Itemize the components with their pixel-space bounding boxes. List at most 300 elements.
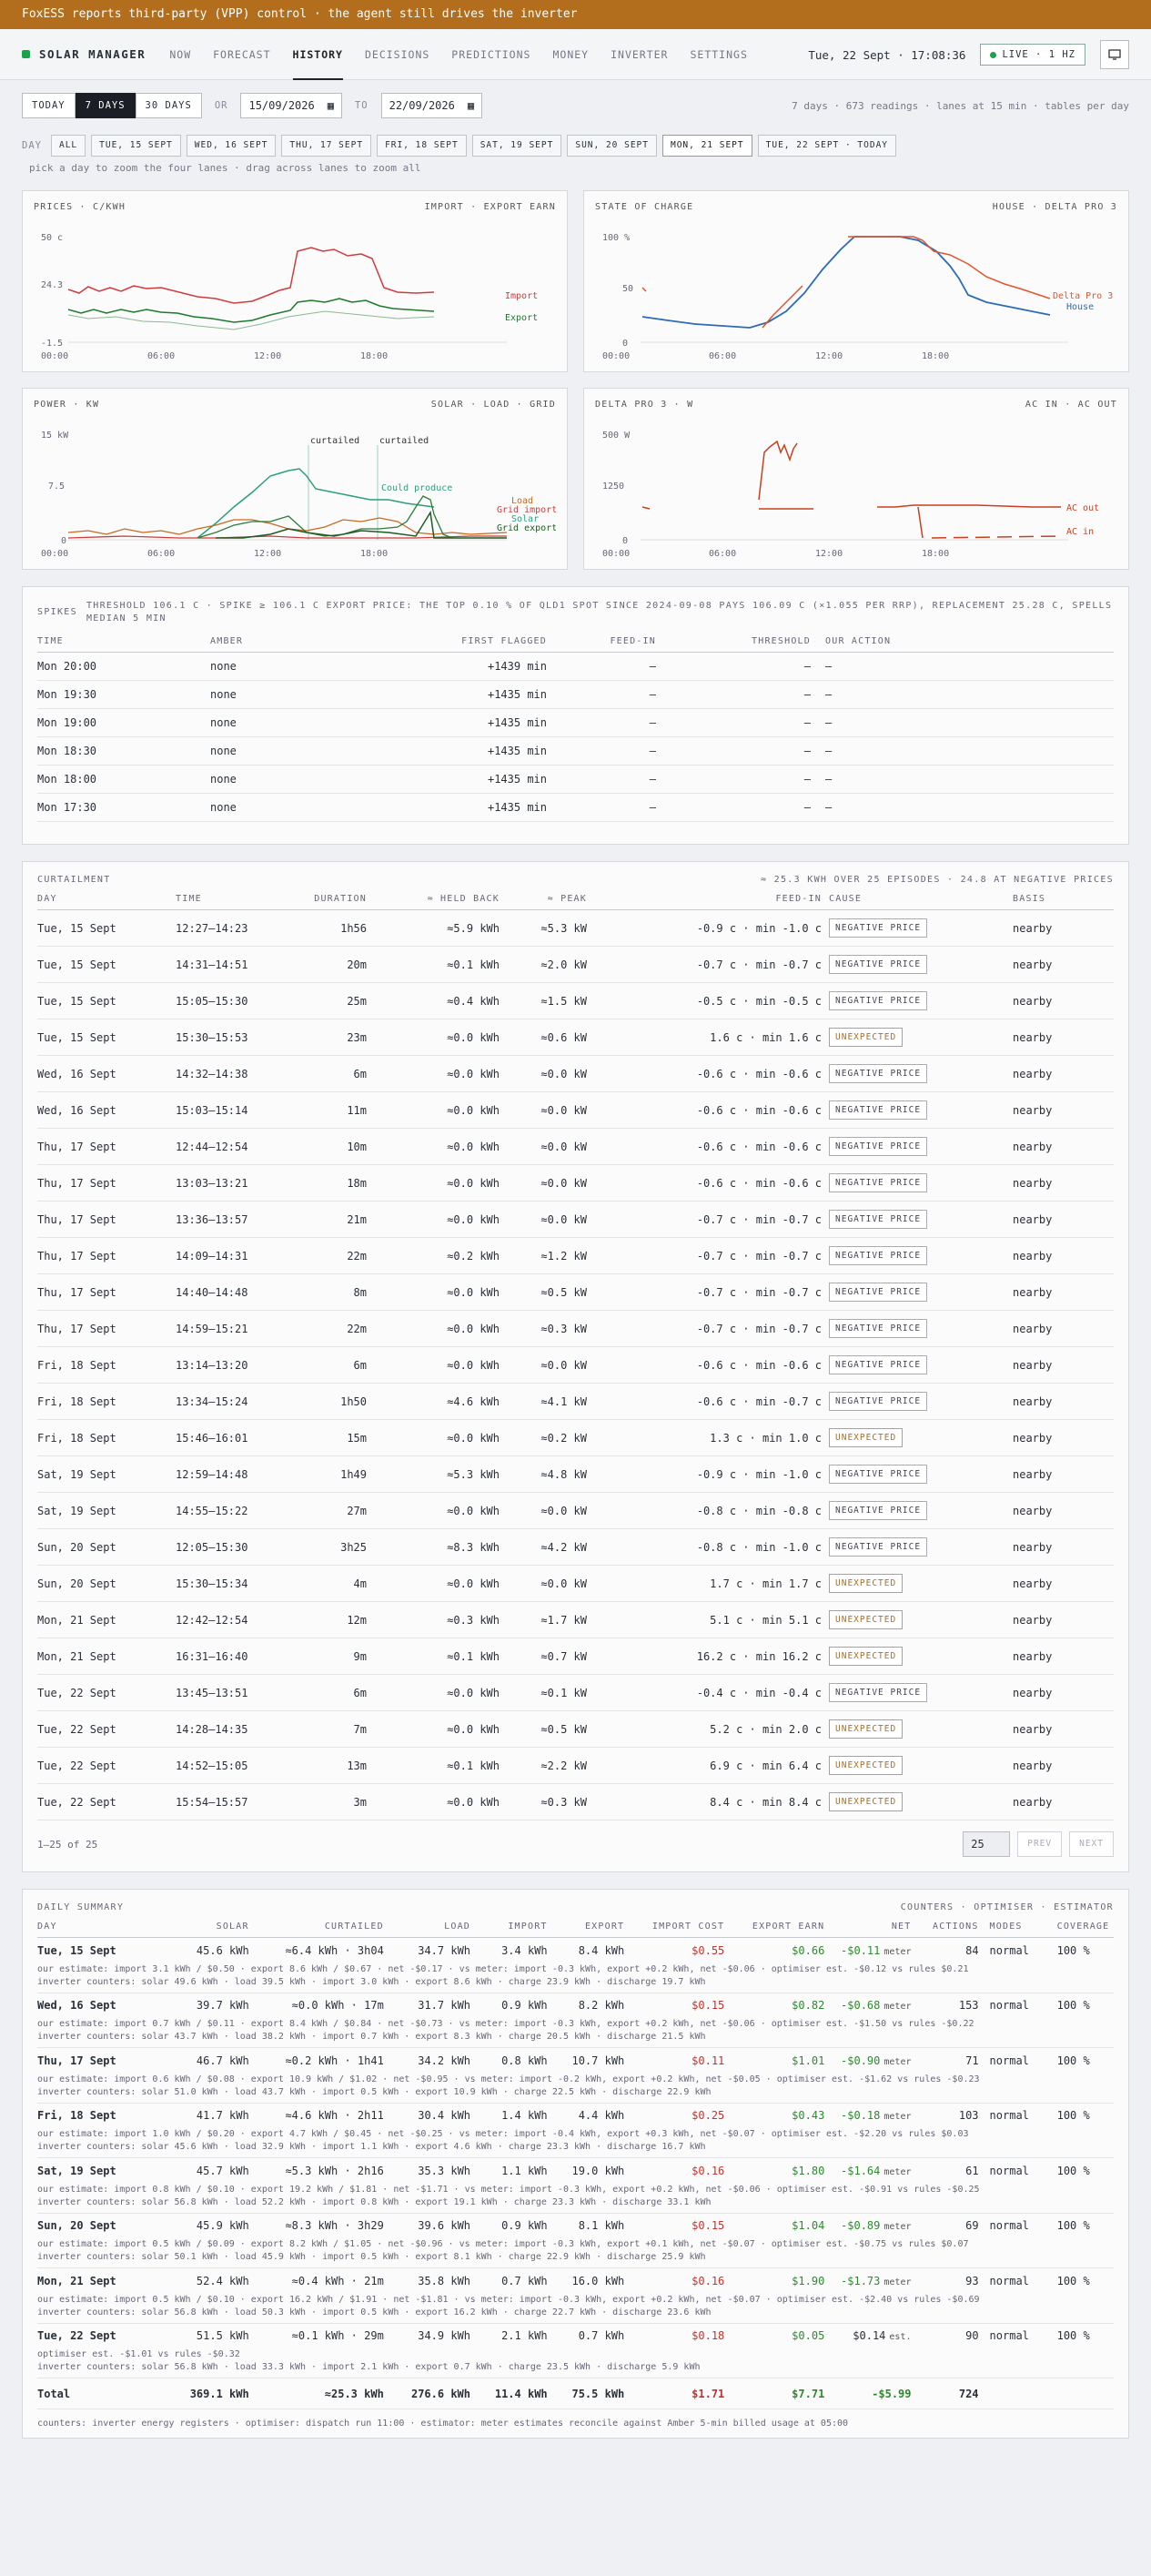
curtailment-cell: ≈0.1 kW bbox=[500, 1675, 587, 1711]
nav-settings[interactable]: SETTINGS bbox=[690, 47, 748, 61]
daily-cell bbox=[979, 1938, 1046, 1963]
curtailment-row[interactable] bbox=[37, 1274, 1114, 1311]
y-tick: 500 W bbox=[602, 431, 631, 441]
daily-cell bbox=[724, 2268, 824, 2294]
nav-predictions[interactable]: PREDICTIONS bbox=[451, 47, 531, 61]
curtailment-cell: 14:55–15:22 bbox=[176, 1493, 276, 1529]
counters-line: inverter counters: solar 51.0 kWh · load 43.7 kWh · import 0.5 kWh · export 10.9 kWh · charge 22.5 kWh · discharge 22.9 kWh bbox=[37, 2086, 712, 2097]
next-page-button[interactable]: NEXT bbox=[1069, 1831, 1114, 1857]
net-source: meter bbox=[883, 2112, 912, 2123]
curtailment-cell: 12:27–14:23 bbox=[176, 910, 276, 947]
x-tick: 06:00 bbox=[709, 549, 737, 559]
y-tick: 15 kW bbox=[41, 431, 69, 441]
spike-cell: – bbox=[656, 653, 811, 681]
dp3-chart bbox=[595, 412, 1117, 560]
x-tick: 18:00 bbox=[922, 549, 950, 559]
export-label: Export bbox=[505, 313, 539, 323]
col-amber: AMBER bbox=[210, 631, 374, 653]
power-lane[interactable] bbox=[22, 388, 568, 570]
daily-value: Wed, 16 Sept bbox=[37, 1999, 116, 2013]
spike-cell: – bbox=[656, 681, 811, 709]
col-daily: COVERAGE bbox=[1046, 1916, 1114, 1938]
col-basis: BASIS bbox=[1013, 888, 1114, 910]
daily-value: $0.16 bbox=[692, 2164, 725, 2177]
spike-cell: none bbox=[210, 709, 374, 737]
curtailment-cell: Thu, 17 Sept bbox=[37, 1202, 176, 1238]
daily-cell bbox=[624, 2048, 724, 2074]
curtailment-cell: 8m bbox=[276, 1274, 367, 1311]
daily-cell bbox=[724, 2103, 824, 2128]
curtailment-cell: 13:36–13:57 bbox=[176, 1202, 276, 1238]
day-sun-20[interactable]: SUN, 20 SEPT bbox=[567, 135, 657, 157]
daily-value: 100 % bbox=[1056, 2109, 1090, 2123]
cause-badge: NEGATIVE PRICE bbox=[829, 1355, 927, 1374]
col-daily: MODES bbox=[979, 1916, 1046, 1938]
spikes-panel bbox=[22, 586, 1129, 845]
daily-value: -$0.89 bbox=[841, 2219, 881, 2233]
page-size-select[interactable]: 25 bbox=[963, 1831, 1010, 1857]
curtailment-cell: -0.9 c · min -1.0 c bbox=[587, 1456, 822, 1493]
daily-cell bbox=[384, 2048, 470, 2074]
daily-row[interactable] bbox=[37, 2213, 1114, 2238]
daily-value: normal bbox=[989, 2109, 1029, 2123]
live-badge[interactable] bbox=[980, 44, 1085, 66]
daily-cell bbox=[249, 2323, 384, 2348]
daily-sources: COUNTERS · OPTIMISER · ESTIMATOR bbox=[900, 1902, 1114, 1912]
cause-badge: NEGATIVE PRICE bbox=[829, 1210, 927, 1229]
curtailment-row[interactable] bbox=[37, 1056, 1114, 1092]
y-tick: 24.3 bbox=[41, 280, 64, 290]
spike-cell: – bbox=[811, 681, 1114, 709]
daily-value: ≈0.1 kWh · 29m bbox=[291, 2329, 384, 2343]
curtailment-cell: -0.6 c · min -0.6 c bbox=[587, 1165, 822, 1202]
curtailment-cell: ≈0.0 kW bbox=[500, 1165, 587, 1202]
x-tick: 18:00 bbox=[922, 351, 950, 361]
dp3-series-line bbox=[642, 288, 646, 291]
curtailment-cell: nearby bbox=[1013, 1493, 1114, 1529]
daily-value: -$0.90 bbox=[841, 2054, 881, 2067]
daily-cell bbox=[1046, 2048, 1114, 2074]
curtailment-cell: nearby bbox=[1013, 1784, 1114, 1820]
daily-value: $0.15 bbox=[692, 2219, 725, 2233]
curtailment-cell: 13:34–15:24 bbox=[176, 1384, 276, 1420]
spike-cell: – bbox=[547, 709, 656, 737]
y-tick: 0 bbox=[61, 536, 67, 546]
curtailment-cell: nearby bbox=[1013, 1129, 1114, 1165]
daily-value: 69 bbox=[965, 2219, 979, 2233]
spike-cell: +1435 min bbox=[374, 709, 547, 737]
daily-value: 8.1 kWh bbox=[578, 2219, 625, 2233]
curtailment-row[interactable] bbox=[37, 1566, 1114, 1602]
daily-value: 0.7 kWh bbox=[578, 2329, 625, 2343]
daily-cell bbox=[384, 2268, 470, 2294]
daily-detail-row bbox=[37, 2184, 1114, 2214]
x-tick: 18:00 bbox=[360, 351, 389, 361]
net-source: meter bbox=[883, 2277, 912, 2287]
curtailment-cell: 23m bbox=[276, 1019, 367, 1056]
col-daily: IMPORT bbox=[470, 1916, 548, 1938]
estimate-line: our estimate: import 3.1 kWh / $0.50 · export 8.6 kWh / $0.67 · net -$0.17 · vs meter: import -0.3 kWh, export +0.2 kWh, net -$0.06 · optimiser est. -$0.12 vs rules $0.21 bbox=[37, 1963, 969, 1974]
daily-row[interactable] bbox=[37, 2048, 1114, 2074]
curtailment-cell: 1h56 bbox=[276, 910, 367, 947]
curtailment-table bbox=[37, 888, 1114, 1820]
day-tue-22[interactable]: TUE, 22 SEPT · TODAY bbox=[758, 135, 896, 157]
day-tue-15[interactable]: TUE, 15 SEPT bbox=[91, 135, 181, 157]
curtailment-cell: ≈0.0 kWh bbox=[367, 1675, 500, 1711]
daily-value: 100 % bbox=[1056, 2219, 1090, 2233]
y-tick: 0 bbox=[622, 339, 629, 349]
curtailment-cell: nearby bbox=[1013, 1456, 1114, 1493]
curtailment-cell bbox=[822, 983, 1013, 1019]
curtailment-cell: 16:31–16:40 bbox=[176, 1638, 276, 1675]
daily-value: -$0.11 bbox=[841, 1943, 881, 1957]
day-thu-17[interactable]: THU, 17 SEPT bbox=[281, 135, 371, 157]
daily-cell bbox=[724, 2048, 824, 2074]
curtailment-cell: Sat, 19 Sept bbox=[37, 1456, 176, 1493]
curtailment-row[interactable] bbox=[37, 1129, 1114, 1165]
cause-badge: UNEXPECTED bbox=[829, 1647, 903, 1666]
curtailment-row[interactable] bbox=[37, 1347, 1114, 1384]
daily-cell bbox=[624, 2268, 724, 2294]
daily-cell bbox=[249, 2268, 384, 2294]
zoom-hint: pick a day to zoom the four lanes · drag across lanes to zoom all bbox=[29, 162, 421, 174]
calendar-icon: ▦ bbox=[327, 99, 334, 112]
daily-row[interactable] bbox=[37, 2268, 1114, 2294]
curtailment-cell bbox=[822, 1384, 1013, 1420]
daily-cell bbox=[548, 1938, 625, 1963]
daily-cell bbox=[824, 2323, 911, 2348]
col-daily: IMPORT COST bbox=[624, 1916, 724, 1938]
curtailment-cell: 25m bbox=[276, 983, 367, 1019]
curtailment-cell: Tue, 15 Sept bbox=[37, 947, 176, 983]
daily-row[interactable] bbox=[37, 1993, 1114, 2018]
spike-cell: none bbox=[210, 653, 374, 681]
curtailment-cell: 15:46–16:01 bbox=[176, 1420, 276, 1456]
could-produce-line bbox=[197, 469, 434, 538]
curtailment-cell: 15:05–15:30 bbox=[176, 983, 276, 1019]
curtailment-cell: ≈0.0 kWh bbox=[367, 1092, 500, 1129]
daily-cell bbox=[384, 2213, 470, 2238]
curtailment-cell: ≈0.0 kWh bbox=[367, 1420, 500, 1456]
spike-cell: +1435 min bbox=[374, 766, 547, 794]
daily-cell bbox=[249, 2103, 384, 2128]
daily-detail bbox=[37, 2128, 1114, 2158]
cause-badge: UNEXPECTED bbox=[829, 1574, 903, 1593]
dp3-series-line-3 bbox=[848, 237, 1050, 299]
daily-value: -$1.64 bbox=[841, 2164, 881, 2177]
range-to-date[interactable] bbox=[381, 93, 482, 118]
ac-out-line-3 bbox=[877, 505, 1061, 507]
total-cell: 724 bbox=[912, 2378, 979, 2409]
daily-value: Mon, 21 Sept bbox=[37, 2274, 116, 2287]
net-source: meter bbox=[883, 2002, 912, 2013]
curtailment-cell: 13:14–13:20 bbox=[176, 1347, 276, 1384]
daily-cell bbox=[470, 2103, 548, 2128]
curtailment-cell: ≈8.3 kWh bbox=[367, 1529, 500, 1566]
daily-row[interactable] bbox=[37, 2103, 1114, 2128]
ac-in-label: AC in bbox=[1066, 527, 1095, 537]
curtailment-row[interactable] bbox=[37, 1675, 1114, 1711]
curtailment-cell: 3h25 bbox=[276, 1529, 367, 1566]
curtailment-row[interactable] bbox=[37, 1092, 1114, 1129]
curtailment-cell bbox=[822, 1602, 1013, 1638]
daily-value: $1.80 bbox=[792, 2164, 825, 2177]
daily-cell bbox=[172, 2323, 249, 2348]
daily-value: 39.6 kWh bbox=[418, 2219, 471, 2233]
cause-badge: NEGATIVE PRICE bbox=[829, 1283, 927, 1302]
daily-value: $1.01 bbox=[792, 2054, 825, 2067]
curtailment-cell: ≈0.0 kWh bbox=[367, 1566, 500, 1602]
cause-badge: UNEXPECTED bbox=[829, 1610, 903, 1629]
curtailment-cell: 12:44–12:54 bbox=[176, 1129, 276, 1165]
daily-cell bbox=[172, 2158, 249, 2184]
curtailment-cell: ≈0.0 kWh bbox=[367, 1784, 500, 1820]
daily-value: $0.25 bbox=[692, 2109, 725, 2123]
curtailment-cell: ≈0.0 kWh bbox=[367, 1493, 500, 1529]
range-today-button[interactable]: TODAY bbox=[22, 93, 76, 118]
daily-cell bbox=[824, 1938, 911, 1963]
spike-cell: Mon 19:30 bbox=[37, 681, 210, 709]
curtailment-cell: Tue, 15 Sept bbox=[37, 983, 176, 1019]
spike-cell: +1435 min bbox=[374, 737, 547, 766]
curtailment-cell: -0.7 c · min -0.7 c bbox=[587, 1311, 822, 1347]
daily-cell bbox=[724, 2323, 824, 2348]
brand[interactable] bbox=[22, 47, 146, 61]
daily-value: 46.7 kWh bbox=[196, 2054, 249, 2067]
cause-badge: NEGATIVE PRICE bbox=[829, 1100, 927, 1120]
nav-now[interactable]: NOW bbox=[169, 47, 192, 61]
curtailment-cell: nearby bbox=[1013, 1019, 1114, 1056]
curtailment-row[interactable] bbox=[37, 1493, 1114, 1529]
daily-value: ≈0.2 kWh · 1h41 bbox=[285, 2054, 384, 2067]
spike-row[interactable] bbox=[37, 794, 1114, 822]
daily-cell bbox=[470, 2268, 548, 2294]
daily-value: Tue, 22 Sept bbox=[37, 2329, 116, 2343]
curtailment-row[interactable] bbox=[37, 1456, 1114, 1493]
net-source: est. bbox=[889, 2332, 912, 2343]
daily-value: 16.0 kWh bbox=[571, 2274, 625, 2287]
curtailment-cell: ≈2.2 kW bbox=[500, 1748, 587, 1784]
curtailment-row[interactable] bbox=[37, 947, 1114, 983]
curtailment-cell: Thu, 17 Sept bbox=[37, 1165, 176, 1202]
curtailment-cell: ≈5.3 kW bbox=[500, 910, 587, 947]
daily-value: 52.4 kWh bbox=[196, 2274, 249, 2287]
load-series-line bbox=[68, 518, 507, 534]
chart-grid bbox=[0, 190, 1151, 570]
nav-decisions[interactable]: DECISIONS bbox=[364, 47, 430, 61]
curtailment-cell bbox=[822, 1274, 1013, 1311]
day-sat-19[interactable]: SAT, 19 SEPT bbox=[472, 135, 562, 157]
spike-cell: – bbox=[547, 766, 656, 794]
daily-detail-row bbox=[37, 1963, 1114, 1993]
col-held-back: ≈ HELD BACK bbox=[367, 888, 500, 910]
curtailment-row[interactable] bbox=[37, 1711, 1114, 1748]
curtailment-cell: ≈5.3 kWh bbox=[367, 1456, 500, 1493]
daily-value: $0.43 bbox=[792, 2109, 825, 2123]
curtail-label: curtailed bbox=[310, 436, 360, 446]
day-wed-16[interactable]: WED, 16 SEPT bbox=[187, 135, 277, 157]
daily-value: Tue, 15 Sept bbox=[37, 1943, 116, 1957]
cause-badge: NEGATIVE PRICE bbox=[829, 955, 927, 974]
daily-value: normal bbox=[989, 2329, 1029, 2343]
nav-history[interactable]: HISTORY bbox=[293, 29, 343, 80]
y-tick: -1.5 bbox=[41, 339, 64, 349]
daily-cell bbox=[912, 2323, 979, 2348]
curtailment-cell: ≈1.5 kW bbox=[500, 983, 587, 1019]
x-tick: 00:00 bbox=[602, 351, 631, 361]
total-cell: $1.71 bbox=[624, 2378, 724, 2409]
spike-row[interactable] bbox=[37, 737, 1114, 766]
curtailment-row[interactable] bbox=[37, 1420, 1114, 1456]
curtailment-cell: Sun, 20 Sept bbox=[37, 1566, 176, 1602]
ac-out-label: AC out bbox=[1066, 503, 1100, 513]
spike-row[interactable] bbox=[37, 709, 1114, 737]
daily-value: $1.90 bbox=[792, 2274, 825, 2287]
daily-cell bbox=[1046, 1938, 1114, 1963]
daily-row[interactable] bbox=[37, 1938, 1114, 1963]
nav-inverter[interactable]: INVERTER bbox=[611, 47, 669, 61]
spike-cell: – bbox=[547, 737, 656, 766]
curtailment-cell: ≈0.3 kWh bbox=[367, 1602, 500, 1638]
curtailment-cell bbox=[822, 1748, 1013, 1784]
curtailment-cell: ≈0.4 kWh bbox=[367, 983, 500, 1019]
daily-cell bbox=[470, 2323, 548, 2348]
daily-value: 100 % bbox=[1056, 1999, 1090, 2013]
daily-row[interactable] bbox=[37, 2158, 1114, 2184]
daily-cell bbox=[249, 2158, 384, 2184]
daily-cell bbox=[912, 1993, 979, 2018]
day-all[interactable]: ALL bbox=[51, 135, 86, 157]
curtailment-cell: 1h50 bbox=[276, 1384, 367, 1420]
total-cell: $7.71 bbox=[724, 2378, 824, 2409]
range-from-date[interactable] bbox=[240, 93, 341, 118]
estimate-line: our estimate: import 0.7 kWh / $0.11 · export 8.4 kWh / $0.84 · net -$0.73 · vs meter: import -0.3 kWh, export +0.2 kWh, net -$0.06 · optimiser est. -$1.50 vs rules -$0.22 bbox=[37, 2019, 974, 2029]
estimate-line: our estimate: import 0.5 kWh / $0.09 · export 8.2 kWh / $1.05 · net -$0.96 · vs meter: import -0.3 kWh, export +0.1 kWh, net -$0.07 · optimiser est. -$0.75 vs rules $0.07 bbox=[37, 2239, 969, 2249]
range-30days-button[interactable]: 30 DAYS bbox=[136, 93, 202, 118]
curtailment-cell: 15:03–15:14 bbox=[176, 1092, 276, 1129]
curtailment-cell bbox=[822, 1420, 1013, 1456]
curtailment-cell: 4m bbox=[276, 1566, 367, 1602]
spike-row[interactable] bbox=[37, 766, 1114, 794]
range-to-label: TO bbox=[354, 100, 369, 111]
col-daily: EXPORT EARN bbox=[724, 1916, 824, 1938]
curtailment-cell: 5.2 c · min 2.0 c bbox=[587, 1711, 822, 1748]
y-tick: 0 bbox=[622, 536, 629, 546]
curtailment-cell: 12:05–15:30 bbox=[176, 1529, 276, 1566]
curtailment-cell: 1h49 bbox=[276, 1456, 367, 1493]
curtailment-row[interactable] bbox=[37, 1529, 1114, 1566]
day-mon-21[interactable]: MON, 21 SEPT bbox=[662, 135, 752, 157]
curtailment-cell: Thu, 17 Sept bbox=[37, 1129, 176, 1165]
curtailment-cell: Fri, 18 Sept bbox=[37, 1347, 176, 1384]
nav-money[interactable]: MONEY bbox=[552, 47, 590, 61]
x-tick: 12:00 bbox=[254, 549, 282, 559]
curtailment-cell: 1.6 c · min 1.6 c bbox=[587, 1019, 822, 1056]
curtailment-cell: Sun, 20 Sept bbox=[37, 1529, 176, 1566]
prev-page-button[interactable]: PREV bbox=[1017, 1831, 1062, 1857]
cause-badge: NEGATIVE PRICE bbox=[829, 1064, 927, 1083]
spike-row[interactable] bbox=[37, 653, 1114, 681]
nav-forecast[interactable]: FORECAST bbox=[213, 47, 271, 61]
daily-value: 4.4 kWh bbox=[578, 2109, 625, 2123]
x-tick: 00:00 bbox=[41, 549, 69, 559]
curtailment-cell: ≈0.0 kW bbox=[500, 1056, 587, 1092]
curtailment-row[interactable] bbox=[37, 1311, 1114, 1347]
range-meta: 7 days · 673 readings · lanes at 15 min · tables per day bbox=[792, 99, 1129, 112]
col-first-flagged: FIRST FLAGGED bbox=[374, 631, 547, 653]
curtailment-row[interactable] bbox=[37, 1165, 1114, 1202]
curtailment-cell: 13:45–13:51 bbox=[176, 1675, 276, 1711]
y-tick: 50 c bbox=[41, 233, 64, 243]
curtailment-cell: Tue, 15 Sept bbox=[37, 910, 176, 947]
daily-cell bbox=[979, 2048, 1046, 2074]
curtailment-row[interactable] bbox=[37, 1202, 1114, 1238]
curtailment-row[interactable] bbox=[37, 910, 1114, 947]
curtailment-row[interactable] bbox=[37, 1638, 1114, 1675]
daily-value: 3.4 kWh bbox=[501, 1943, 548, 1957]
cause-badge: UNEXPECTED bbox=[829, 1756, 903, 1775]
daily-value: 100 % bbox=[1056, 2329, 1090, 2343]
daily-cell bbox=[249, 2213, 384, 2238]
curtailment-row[interactable] bbox=[37, 1384, 1114, 1420]
curtailment-cell: -0.6 c · min -0.6 c bbox=[587, 1129, 822, 1165]
col-daily: CURTAILED bbox=[249, 1916, 384, 1938]
prices-legend: IMPORT · EXPORT EARN bbox=[424, 202, 556, 212]
curtailment-row[interactable] bbox=[37, 1748, 1114, 1784]
curtailment-row[interactable] bbox=[37, 1019, 1114, 1056]
spike-row[interactable] bbox=[37, 681, 1114, 709]
daily-cell bbox=[912, 2158, 979, 2184]
daily-value: Sat, 19 Sept bbox=[37, 2164, 116, 2177]
daily-row[interactable] bbox=[37, 2323, 1114, 2348]
day-fri-18[interactable]: FRI, 18 SEPT bbox=[377, 135, 467, 157]
daily-value: -$0.68 bbox=[841, 1999, 881, 2013]
curtailment-cell: nearby bbox=[1013, 1274, 1114, 1311]
daily-value: Thu, 17 Sept bbox=[37, 2054, 116, 2067]
daily-cell bbox=[912, 2268, 979, 2294]
curtail-label: curtailed bbox=[379, 436, 429, 446]
curtailment-row[interactable] bbox=[37, 983, 1114, 1019]
curtailment-row[interactable] bbox=[37, 1602, 1114, 1638]
x-tick: 12:00 bbox=[815, 351, 843, 361]
curtailment-cell: nearby bbox=[1013, 1602, 1114, 1638]
daily-value: 45.7 kWh bbox=[196, 2164, 249, 2177]
curtailment-cell: Sat, 19 Sept bbox=[37, 1493, 176, 1529]
dp3-lane[interactable] bbox=[583, 388, 1129, 570]
range-7days-button[interactable]: 7 DAYS bbox=[76, 93, 136, 118]
curtailment-cell: 15:30–15:53 bbox=[176, 1019, 276, 1056]
y-tick: 100 % bbox=[602, 233, 631, 243]
prices-lane[interactable] bbox=[22, 190, 568, 372]
daily-cell bbox=[470, 1993, 548, 2018]
curtailment-cell bbox=[822, 1784, 1013, 1820]
daily-value: 0.8 kWh bbox=[501, 2054, 548, 2067]
daily-cell bbox=[824, 2213, 911, 2238]
curtailment-row[interactable] bbox=[37, 1784, 1114, 1820]
soc-lane[interactable] bbox=[583, 190, 1129, 372]
curtailment-cell: -0.6 c · min -0.6 c bbox=[587, 1056, 822, 1092]
curtailment-row[interactable] bbox=[37, 1238, 1114, 1274]
col-daily: ACTIONS bbox=[912, 1916, 979, 1938]
brand-name: SOLAR MANAGER bbox=[39, 47, 146, 61]
daily-value: 103 bbox=[958, 2109, 979, 2123]
page-count: 1–25 of 25 bbox=[37, 1838, 98, 1851]
curtailment-cell: 6m bbox=[276, 1347, 367, 1384]
daily-title: DAILY SUMMARY bbox=[37, 1902, 125, 1912]
display-mode-button[interactable] bbox=[1100, 40, 1129, 69]
spike-cell: Mon 17:30 bbox=[37, 794, 210, 822]
curtailment-cell: Wed, 16 Sept bbox=[37, 1092, 176, 1129]
